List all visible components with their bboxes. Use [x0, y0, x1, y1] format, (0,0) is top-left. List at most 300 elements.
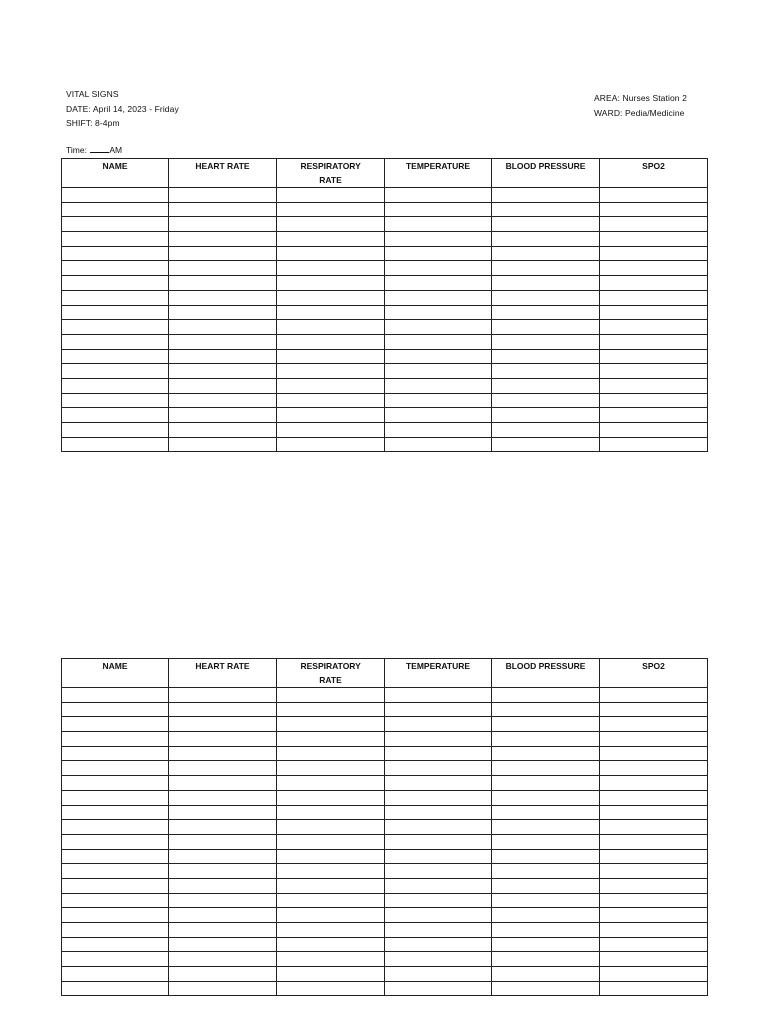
- table-cell[interactable]: [492, 849, 600, 864]
- table-cell[interactable]: [277, 276, 385, 291]
- table-cell[interactable]: [62, 834, 169, 849]
- column-header-blood-pressure: BLOOD PRESSURE: [492, 659, 600, 688]
- table-cell[interactable]: [600, 923, 708, 938]
- table-cell[interactable]: [62, 202, 169, 217]
- table-cell[interactable]: [277, 320, 385, 335]
- table-cell[interactable]: [600, 952, 708, 967]
- table-cell[interactable]: [385, 408, 492, 423]
- table-cell[interactable]: [169, 834, 277, 849]
- table-cell[interactable]: [385, 717, 492, 732]
- table-cell[interactable]: [169, 423, 277, 438]
- table-cell[interactable]: [62, 761, 169, 776]
- table-cell[interactable]: [277, 378, 385, 393]
- table-row: [62, 878, 708, 893]
- table-cell[interactable]: [385, 908, 492, 923]
- table-cell[interactable]: [169, 305, 277, 320]
- table-cell[interactable]: [62, 349, 169, 364]
- table-row: [62, 820, 708, 835]
- table-cell[interactable]: [600, 849, 708, 864]
- column-header-name: NAME: [62, 659, 169, 688]
- table-cell[interactable]: [492, 761, 600, 776]
- table-cell[interactable]: [169, 717, 277, 732]
- table-row: [62, 261, 708, 276]
- table-cell[interactable]: [600, 732, 708, 747]
- table-cell[interactable]: [600, 364, 708, 379]
- table-cell[interactable]: [385, 790, 492, 805]
- table-cell[interactable]: [600, 878, 708, 893]
- table-cell[interactable]: [385, 761, 492, 776]
- table-cell[interactable]: [492, 364, 600, 379]
- table-cell[interactable]: [385, 805, 492, 820]
- table-cell[interactable]: [492, 349, 600, 364]
- table-cell[interactable]: [492, 937, 600, 952]
- table-cell[interactable]: [492, 805, 600, 820]
- table-cell[interactable]: [169, 864, 277, 879]
- table-cell[interactable]: [492, 202, 600, 217]
- table-cell[interactable]: [492, 834, 600, 849]
- table-cell[interactable]: [277, 717, 385, 732]
- table-cell[interactable]: [169, 688, 277, 703]
- table-cell[interactable]: [492, 923, 600, 938]
- table-cell[interactable]: [169, 746, 277, 761]
- table-row: [62, 217, 708, 232]
- table-row: [62, 761, 708, 776]
- table-row: [62, 776, 708, 791]
- table-cell[interactable]: [169, 952, 277, 967]
- table-cell[interactable]: [600, 408, 708, 423]
- table-cell[interactable]: [492, 393, 600, 408]
- table-cell[interactable]: [62, 423, 169, 438]
- table-cell[interactable]: [600, 717, 708, 732]
- table-row: [62, 423, 708, 438]
- table-cell[interactable]: [385, 290, 492, 305]
- table-cell[interactable]: [277, 334, 385, 349]
- table-cell[interactable]: [492, 732, 600, 747]
- sheet-date: DATE: April 14, 2023 - Friday: [66, 103, 179, 114]
- table-cell[interactable]: [385, 334, 492, 349]
- column-header-temperature: TEMPERATURE: [385, 159, 492, 188]
- table-cell[interactable]: [169, 790, 277, 805]
- table-cell[interactable]: [492, 261, 600, 276]
- table-cell[interactable]: [277, 790, 385, 805]
- time-label: Time:: [66, 145, 87, 155]
- table-cell[interactable]: [492, 776, 600, 791]
- table-cell[interactable]: [277, 937, 385, 952]
- table-cell[interactable]: [385, 217, 492, 232]
- table-cell[interactable]: [385, 393, 492, 408]
- table-cell[interactable]: [385, 423, 492, 438]
- table-cell[interactable]: [600, 761, 708, 776]
- table-cell[interactable]: [385, 967, 492, 982]
- table-cell[interactable]: [492, 967, 600, 982]
- table-cell[interactable]: [277, 188, 385, 203]
- table-cell[interactable]: [277, 820, 385, 835]
- header-left: [66, 87, 179, 131]
- table-cell[interactable]: [62, 437, 169, 452]
- column-header-heart-rate: HEART RATE: [169, 659, 277, 688]
- table-cell[interactable]: [62, 334, 169, 349]
- table-cell[interactable]: [600, 908, 708, 923]
- table-cell[interactable]: [62, 732, 169, 747]
- table-cell[interactable]: [169, 364, 277, 379]
- table-cell[interactable]: [277, 217, 385, 232]
- table-cell[interactable]: [169, 320, 277, 335]
- table-row: [62, 437, 708, 452]
- table-cell[interactable]: [277, 893, 385, 908]
- table-cell[interactable]: [62, 937, 169, 952]
- table-cell[interactable]: [492, 423, 600, 438]
- table-cell[interactable]: [492, 188, 600, 203]
- table-cell[interactable]: [169, 261, 277, 276]
- table-cell[interactable]: [277, 923, 385, 938]
- table-cell[interactable]: [385, 937, 492, 952]
- table-cell[interactable]: [600, 437, 708, 452]
- table-cell[interactable]: [277, 908, 385, 923]
- column-header-temperature: TEMPERATURE: [385, 659, 492, 688]
- column-header-spo2: SPO2: [600, 659, 708, 688]
- table-cell[interactable]: [600, 378, 708, 393]
- sheet-title: VITAL SIGNS: [66, 89, 119, 99]
- table-cell[interactable]: [385, 232, 492, 247]
- table-cell[interactable]: [385, 349, 492, 364]
- vital-signs-table-1: [61, 158, 708, 452]
- table-cell[interactable]: [492, 334, 600, 349]
- table-cell[interactable]: [277, 232, 385, 247]
- table-cell[interactable]: [600, 746, 708, 761]
- table-cell[interactable]: [385, 202, 492, 217]
- table-row: [62, 688, 708, 703]
- table-cell[interactable]: [600, 423, 708, 438]
- table-cell[interactable]: [385, 320, 492, 335]
- table-cell[interactable]: [169, 188, 277, 203]
- table-cell[interactable]: [600, 967, 708, 982]
- table-cell[interactable]: [277, 364, 385, 379]
- table-row: [62, 952, 708, 967]
- table-cell[interactable]: [277, 746, 385, 761]
- table-cell[interactable]: [492, 908, 600, 923]
- table-row: [62, 290, 708, 305]
- table-row: [62, 923, 708, 938]
- table-cell[interactable]: [385, 276, 492, 291]
- table-cell[interactable]: [492, 746, 600, 761]
- table-body: [62, 188, 708, 452]
- table-row: [62, 232, 708, 247]
- table-cell[interactable]: [169, 290, 277, 305]
- table-cell[interactable]: [62, 232, 169, 247]
- table-row: [62, 305, 708, 320]
- table-cell[interactable]: [62, 864, 169, 879]
- table-cell[interactable]: [492, 790, 600, 805]
- table-cell[interactable]: [169, 893, 277, 908]
- table-cell[interactable]: [62, 188, 169, 203]
- table-cell[interactable]: [600, 776, 708, 791]
- table-cell[interactable]: [600, 290, 708, 305]
- table-cell[interactable]: [62, 908, 169, 923]
- table-cell[interactable]: [62, 878, 169, 893]
- table-cell[interactable]: [385, 261, 492, 276]
- table-row: [62, 790, 708, 805]
- column-header-name: NAME: [62, 159, 169, 188]
- table-cell[interactable]: [277, 261, 385, 276]
- table-cell[interactable]: [385, 437, 492, 452]
- table-cell[interactable]: [492, 305, 600, 320]
- table-cell[interactable]: [169, 849, 277, 864]
- table-cell[interactable]: [492, 276, 600, 291]
- table-row: [62, 349, 708, 364]
- column-header-respiratory-rate: RESPIRATORY RATE: [277, 159, 385, 188]
- table-cell[interactable]: [277, 349, 385, 364]
- table-row: [62, 188, 708, 203]
- table-cell[interactable]: [492, 320, 600, 335]
- table-cell[interactable]: [600, 820, 708, 835]
- table-cell[interactable]: [492, 688, 600, 703]
- table-cell[interactable]: [169, 732, 277, 747]
- table-row: [62, 202, 708, 217]
- table-cell[interactable]: [277, 437, 385, 452]
- table-cell[interactable]: [62, 702, 169, 717]
- table-cell[interactable]: [62, 952, 169, 967]
- table-cell[interactable]: [600, 261, 708, 276]
- time-field: [66, 144, 122, 156]
- table-cell[interactable]: [62, 790, 169, 805]
- table-cell[interactable]: [169, 981, 277, 996]
- sheet-area: AREA: Nurses Station 2: [594, 93, 687, 103]
- table-row: [62, 834, 708, 849]
- table-cell[interactable]: [492, 864, 600, 879]
- table-cell[interactable]: [600, 232, 708, 247]
- table-cell[interactable]: [385, 364, 492, 379]
- table-cell[interactable]: [600, 334, 708, 349]
- table-cell[interactable]: [277, 393, 385, 408]
- table-cell[interactable]: [169, 776, 277, 791]
- table-row: [62, 908, 708, 923]
- table-cell[interactable]: [62, 246, 169, 261]
- table-cell[interactable]: [277, 246, 385, 261]
- table-cell[interactable]: [385, 952, 492, 967]
- table-cell[interactable]: [385, 188, 492, 203]
- table-cell[interactable]: [277, 423, 385, 438]
- table-cell[interactable]: [492, 408, 600, 423]
- table-cell[interactable]: [62, 276, 169, 291]
- sheet-ward: WARD: Pedia/Medicine: [594, 107, 685, 118]
- table-cell[interactable]: [600, 349, 708, 364]
- table-cell[interactable]: [277, 878, 385, 893]
- vital-signs-table-2: [61, 658, 708, 996]
- table-cell[interactable]: [492, 378, 600, 393]
- table-cell[interactable]: [62, 320, 169, 335]
- table-cell[interactable]: [385, 732, 492, 747]
- table-row: [62, 805, 708, 820]
- table-row: [62, 334, 708, 349]
- table-cell[interactable]: [62, 746, 169, 761]
- table-cell[interactable]: [277, 305, 385, 320]
- table-row: [62, 276, 708, 291]
- table-cell[interactable]: [169, 761, 277, 776]
- table-cell[interactable]: [492, 702, 600, 717]
- table-cell[interactable]: [492, 246, 600, 261]
- table-cell[interactable]: [169, 349, 277, 364]
- table-cell[interactable]: [62, 408, 169, 423]
- table-row: [62, 746, 708, 761]
- table-cell[interactable]: [62, 364, 169, 379]
- table-cell[interactable]: [277, 761, 385, 776]
- table-row: [62, 246, 708, 261]
- table-cell[interactable]: [277, 952, 385, 967]
- table-cell[interactable]: [600, 981, 708, 996]
- table-cell[interactable]: [385, 923, 492, 938]
- table-cell[interactable]: [385, 702, 492, 717]
- table-cell[interactable]: [169, 805, 277, 820]
- table-cell[interactable]: [492, 893, 600, 908]
- table-row: [62, 717, 708, 732]
- table-cell[interactable]: [277, 290, 385, 305]
- table-cell[interactable]: [277, 732, 385, 747]
- table-row: [62, 393, 708, 408]
- table-header-row: [62, 159, 708, 188]
- table-cell[interactable]: [169, 378, 277, 393]
- table-cell[interactable]: [385, 746, 492, 761]
- table-cell[interactable]: [492, 820, 600, 835]
- table-cell[interactable]: [600, 246, 708, 261]
- table-cell[interactable]: [492, 217, 600, 232]
- table-cell[interactable]: [385, 378, 492, 393]
- table-row: [62, 320, 708, 335]
- table-cell[interactable]: [277, 805, 385, 820]
- table-cell[interactable]: [62, 290, 169, 305]
- table-cell[interactable]: [385, 820, 492, 835]
- table-cell[interactable]: [492, 232, 600, 247]
- table-cell[interactable]: [277, 849, 385, 864]
- table-cell[interactable]: [62, 305, 169, 320]
- table-cell[interactable]: [62, 217, 169, 232]
- table-cell[interactable]: [277, 702, 385, 717]
- table-cell[interactable]: [277, 834, 385, 849]
- table-cell[interactable]: [385, 981, 492, 996]
- table-header-row: [62, 659, 708, 688]
- sheet-shift: SHIFT: 8-4pm: [66, 118, 120, 128]
- table-cell[interactable]: [169, 820, 277, 835]
- column-header-blood-pressure: BLOOD PRESSURE: [492, 159, 600, 188]
- table-row: [62, 849, 708, 864]
- table-row: [62, 937, 708, 952]
- table-cell[interactable]: [385, 849, 492, 864]
- column-header-respiratory-rate: RESPIRATORY RATE: [277, 659, 385, 688]
- table-cell[interactable]: [62, 849, 169, 864]
- table-cell[interactable]: [169, 967, 277, 982]
- table-cell[interactable]: [492, 952, 600, 967]
- table-cell[interactable]: [62, 981, 169, 996]
- table-cell[interactable]: [385, 834, 492, 849]
- table-cell[interactable]: [62, 805, 169, 820]
- table-cell[interactable]: [62, 776, 169, 791]
- table-cell[interactable]: [169, 202, 277, 217]
- table-cell[interactable]: [385, 305, 492, 320]
- table-cell[interactable]: [277, 202, 385, 217]
- table-cell[interactable]: [600, 276, 708, 291]
- table-cell[interactable]: [600, 202, 708, 217]
- table-cell[interactable]: [492, 717, 600, 732]
- table-cell[interactable]: [600, 305, 708, 320]
- table-row: [62, 732, 708, 747]
- table-cell[interactable]: [169, 232, 277, 247]
- column-header-heart-rate: HEART RATE: [169, 159, 277, 188]
- table-cell[interactable]: [62, 967, 169, 982]
- table-cell[interactable]: [600, 893, 708, 908]
- table-cell[interactable]: [62, 717, 169, 732]
- table-cell[interactable]: [169, 246, 277, 261]
- table-cell[interactable]: [169, 908, 277, 923]
- table-cell[interactable]: [62, 820, 169, 835]
- table-cell[interactable]: [62, 393, 169, 408]
- table-cell[interactable]: [600, 864, 708, 879]
- table-row: [62, 378, 708, 393]
- table-cell[interactable]: [492, 290, 600, 305]
- table-cell[interactable]: [385, 776, 492, 791]
- table-row: [62, 981, 708, 996]
- table-cell[interactable]: [600, 790, 708, 805]
- table-cell[interactable]: [277, 688, 385, 703]
- table-row: [62, 702, 708, 717]
- time-blank-line[interactable]: [90, 144, 109, 153]
- column-header-spo2: SPO2: [600, 159, 708, 188]
- table-cell[interactable]: [385, 893, 492, 908]
- table-cell[interactable]: [600, 702, 708, 717]
- table-cell[interactable]: [169, 393, 277, 408]
- table-cell[interactable]: [62, 893, 169, 908]
- table-cell[interactable]: [169, 702, 277, 717]
- table-cell[interactable]: [169, 878, 277, 893]
- table-cell[interactable]: [62, 378, 169, 393]
- table-cell[interactable]: [277, 981, 385, 996]
- table-cell[interactable]: [385, 246, 492, 261]
- table-cell[interactable]: [600, 320, 708, 335]
- table-cell[interactable]: [492, 437, 600, 452]
- table-cell[interactable]: [600, 188, 708, 203]
- table-cell[interactable]: [600, 834, 708, 849]
- table-cell[interactable]: [277, 408, 385, 423]
- table-cell[interactable]: [385, 878, 492, 893]
- table-cell[interactable]: [169, 408, 277, 423]
- table-cell[interactable]: [169, 217, 277, 232]
- table-cell[interactable]: [62, 261, 169, 276]
- table-cell[interactable]: [169, 276, 277, 291]
- table-cell[interactable]: [277, 864, 385, 879]
- table-cell[interactable]: [277, 776, 385, 791]
- table-cell[interactable]: [169, 334, 277, 349]
- table-row: [62, 364, 708, 379]
- table-cell[interactable]: [600, 217, 708, 232]
- table-cell[interactable]: [62, 923, 169, 938]
- table-cell[interactable]: [385, 688, 492, 703]
- table-body: [62, 688, 708, 996]
- table-cell[interactable]: [169, 437, 277, 452]
- table-row: [62, 408, 708, 423]
- table-cell[interactable]: [169, 923, 277, 938]
- table-cell[interactable]: [277, 967, 385, 982]
- table-cell[interactable]: [492, 981, 600, 996]
- table-cell[interactable]: [600, 805, 708, 820]
- time-suffix: AM: [109, 145, 123, 155]
- table-cell[interactable]: [62, 688, 169, 703]
- table-cell[interactable]: [492, 878, 600, 893]
- table-row: [62, 967, 708, 982]
- table-cell[interactable]: [600, 688, 708, 703]
- table-cell[interactable]: [600, 393, 708, 408]
- table-cell[interactable]: [385, 864, 492, 879]
- table-cell[interactable]: [169, 937, 277, 952]
- table-row: [62, 864, 708, 879]
- table-cell[interactable]: [600, 937, 708, 952]
